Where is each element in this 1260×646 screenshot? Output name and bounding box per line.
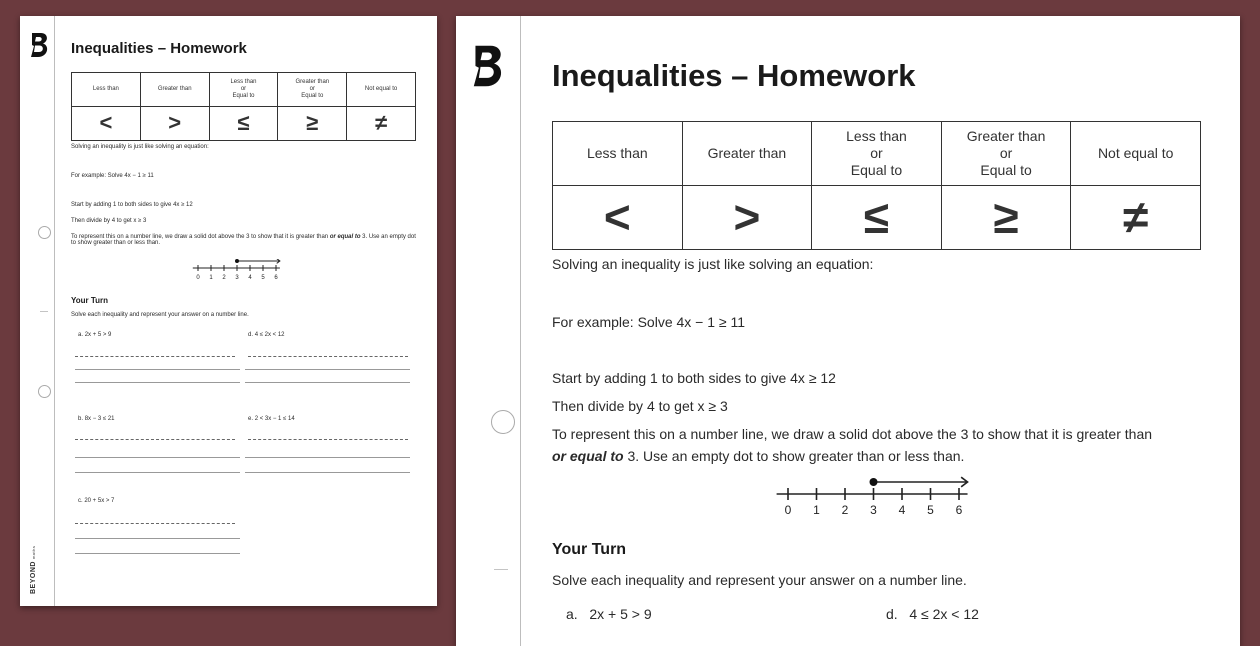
symbol-greater-than: > [140,107,209,141]
number-line-label: 5 [927,503,934,517]
brand-wordmark: BEYONDmaths [30,545,37,594]
your-turn-heading: Your Turn [71,296,109,305]
header-less-equal: Less than or Equal to [209,73,278,107]
header-greater-than: Greater than [140,73,209,107]
number-line-example [774,473,980,523]
question-c: c. 20 + 5x > 7 [78,498,115,504]
your-turn-instruction: Solve each inequality and represent your answer on a number line. [71,312,249,318]
answer-line[interactable] [75,472,240,473]
symbol-not-equal: ≠ [347,107,416,141]
symbol-greater-equal: ≥ [278,107,347,141]
worksheet-page-thumbnail [20,16,437,606]
step-1-text: Start by adding 1 to both sides to give 4x ≥ 12 [71,202,193,208]
number-line-label: 4 [898,503,906,517]
number-line-label: 6 [274,275,278,281]
header-greater-than: Greater than [682,122,812,186]
number-line-small [190,259,300,285]
answer-number-line [75,356,235,357]
step-2-text: Then divide by 4 to get x ≥ 3 [71,218,147,224]
margin-dash [40,311,48,312]
brand-logo-icon [472,44,506,88]
punch-hole [38,385,51,398]
header-greater-equal: Greater than or Equal to [278,73,347,107]
represent-text: To represent this on a number line, we draw a solid dot above the 3 to show that it is greater than or equal to 3. Use an empty dot to show greater than or less than. [71,234,416,246]
example-text: For example: Solve 4x − 1 ≥ 11 [552,314,746,330]
answer-line[interactable] [75,553,240,554]
question-a: a. 2x + 5 > 9 [78,332,112,338]
answer-number-line [248,439,408,440]
intro-text: Solving an inequality is just like solving an equation: [552,256,874,272]
question-b: b. 8x − 3 ≤ 21 [78,416,115,422]
example-text: For example: Solve 4x − 1 ≥ 11 [71,173,154,179]
margin-dash [494,569,508,570]
answer-line[interactable] [245,369,410,370]
page-title: Inequalities – Homework [552,58,916,93]
margin-line [54,16,55,606]
number-line-small-group [193,259,280,281]
symbol-less-than: < [72,107,141,141]
header-not-equal: Not equal to [1071,122,1201,186]
question-d: d. 4 ≤ 2x < 12 [248,332,285,338]
step-2-text: Then divide by 4 to get x ≥ 3 [552,398,728,414]
answer-line[interactable] [245,457,410,458]
header-less-than: Less than [553,122,683,186]
brand-logo-icon [30,32,50,58]
number-line-label: 2 [222,275,226,281]
header-not-equal: Not equal to [347,73,416,107]
symbol-less-equal: ≤ [812,186,942,250]
header-less-than: Less than [72,73,141,107]
punch-hole [38,226,51,239]
number-line-label: 5 [261,275,265,281]
header-greater-equal: Greater than or Equal to [941,122,1071,186]
punch-hole [491,410,515,434]
question-a: a. 2x + 5 > 9 [566,606,652,622]
number-line-example-group [777,477,968,517]
represent-text-line-2: or equal to 3. Use an empty dot to show greater than or less than. [552,448,965,464]
symbol-greater-equal: ≥ [941,186,1071,250]
solid-dot [870,478,878,486]
page-title: Inequalities – Homework [71,40,247,57]
answer-line[interactable] [75,538,240,539]
answer-line[interactable] [245,472,410,473]
step-1-text: Start by adding 1 to both sides to give 4x ≥ 12 [552,370,836,386]
symbols-table [552,121,1201,250]
symbol-not-equal: ≠ [1071,186,1201,250]
answer-line[interactable] [75,382,240,383]
solid-dot [235,259,239,263]
number-line-label: 6 [955,503,963,517]
header-less-equal: Less than or Equal to [812,122,942,186]
represent-text-line-1: To represent this on a number line, we draw a solid dot above the 3 to show that it is greater than [552,426,1153,442]
answer-line[interactable] [75,457,240,458]
number-line-label: 3 [870,503,877,517]
number-line-label: 1 [209,275,213,281]
your-turn-instruction: Solve each inequality and represent your answer on a number line. [552,572,967,588]
answer-line[interactable] [245,382,410,383]
answer-number-line [248,356,408,357]
question-e: e. 2 < 3x − 1 ≤ 14 [248,416,295,422]
question-d: d. 4 ≤ 2x < 12 [886,606,979,622]
your-turn-heading: Your Turn [552,541,627,558]
worksheet-page-zoomed [456,16,1240,646]
number-line-label: 0 [196,275,200,281]
symbol-greater-than: > [682,186,812,250]
answer-line[interactable] [75,369,240,370]
margin-line [520,16,521,646]
number-line-label: 0 [784,503,792,517]
number-line-label: 4 [248,275,252,281]
number-line-label: 3 [235,275,239,281]
answer-number-line [75,439,235,440]
number-line-label: 1 [813,503,820,517]
symbol-less-than: < [553,186,683,250]
answer-number-line [75,523,235,524]
intro-text: Solving an inequality is just like solving an equation: [71,144,209,150]
symbols-table [71,72,416,141]
number-line-label: 2 [841,503,849,517]
symbol-less-equal: ≤ [209,107,278,141]
